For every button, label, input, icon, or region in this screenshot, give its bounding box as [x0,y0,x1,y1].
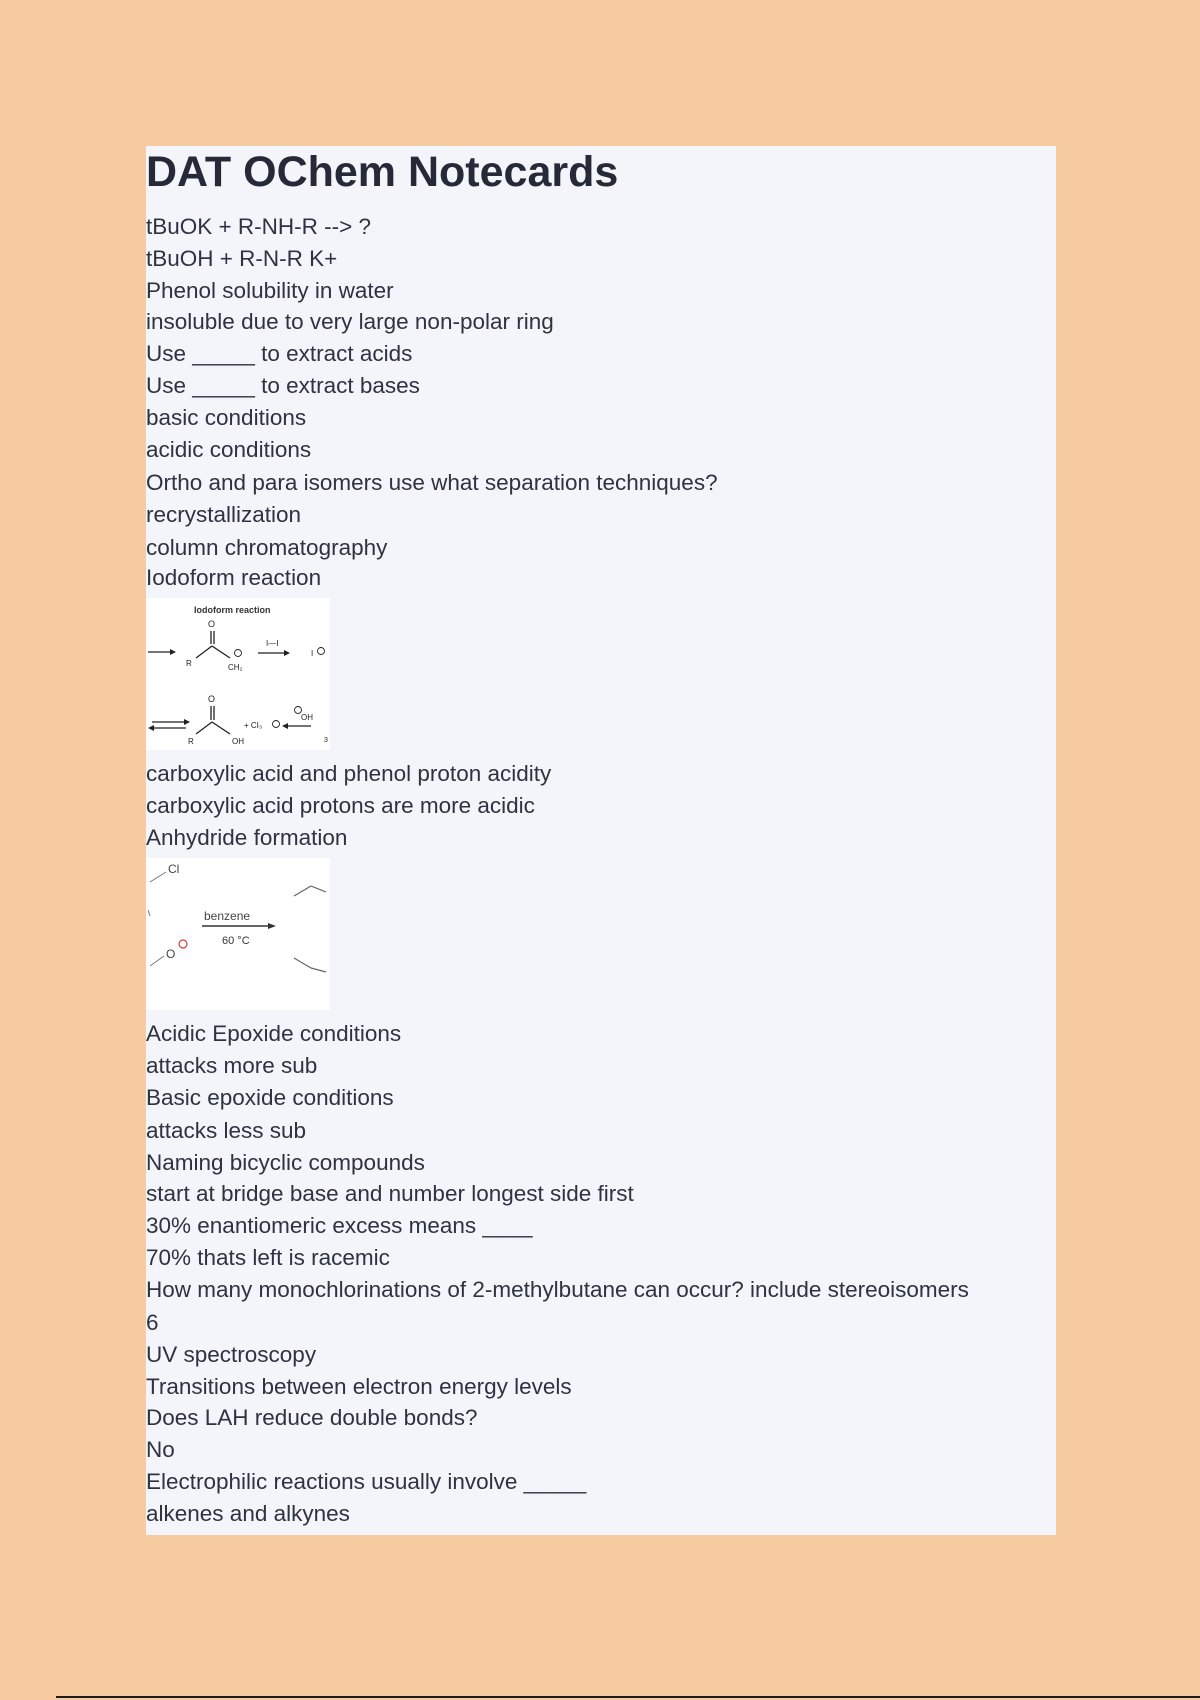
card-line: How many monochlorinations of 2-methylbutane can occur? include stereoisomers [146,1277,969,1302]
card-line: tBuOH + R-N-R K+ [146,246,338,271]
svg-text:CH₂: CH₂ [228,663,243,672]
card-line: UV spectroscopy [146,1342,317,1367]
card-line: basic conditions [146,405,307,430]
svg-text:I: I [311,649,314,658]
card-line: attacks less sub [146,1118,307,1143]
card-line: column chromatography [146,535,388,560]
svg-text:R: R [188,737,194,746]
footer-divider [56,1696,1200,1698]
svg-text:OH: OH [301,713,313,722]
card-line: Electrophilic reactions usually involve _____ [146,1469,587,1494]
card-line: start at bridge base and number longest side first [146,1181,634,1206]
svg-text:OH: OH [232,737,244,746]
card-line: Naming bicyclic compounds [146,1150,425,1175]
card-line: 30% enantiomeric excess means ____ [146,1213,533,1238]
card-line: 6 [146,1310,159,1335]
card-line: Phenol solubility in water [146,278,394,303]
svg-text:3: 3 [324,737,328,744]
card-line: Anhydride formation [146,825,348,850]
card-line: Use _____ to extract bases [146,373,420,398]
svg-text:O: O [208,694,216,704]
card-line: 70% thats left is racemic [146,1245,390,1270]
card-line: Iodoform reaction [146,565,322,590]
card-line: Ortho and para isomers use what separation techniques? [146,470,718,495]
anhydride-formation-figure [146,858,330,1010]
card-line: No [146,1437,175,1462]
figure-heading: Iodoform reaction [194,605,271,615]
card-line: carboxylic acid protons are more acidic [146,793,535,818]
card-line: Use _____ to extract acids [146,341,413,366]
card-line: Basic epoxide conditions [146,1085,394,1110]
svg-text:O: O [208,619,216,629]
svg-text:benzene: benzene [204,909,251,923]
svg-text:R: R [186,659,192,668]
svg-text:O: O [166,947,176,961]
card-line: acidic conditions [146,437,312,462]
card-line: insoluble due to very large non-polar ring [146,309,554,334]
card-line: attacks more sub [146,1053,318,1078]
svg-text:I—I: I—I [266,639,279,648]
card-line: Transitions between electron energy levels [146,1374,572,1399]
card-line: alkenes and alkynes [146,1501,350,1526]
page-title: DAT OChem Notecards [146,148,619,196]
svg-text:60 °C: 60 °C [222,935,250,947]
card-line: tBuOK + R-NH-R --> ? [146,214,372,239]
iodoform-reaction-figure [146,598,330,750]
svg-text:Cl: Cl [168,862,180,876]
svg-text:+ CI₃: + CI₃ [244,721,263,730]
card-line: Does LAH reduce double bonds? [146,1405,478,1430]
card-line: recrystallization [146,502,302,527]
card-line: carboxylic acid and phenol proton acidity [146,761,552,786]
card-line: Acidic Epoxide conditions [146,1021,402,1046]
